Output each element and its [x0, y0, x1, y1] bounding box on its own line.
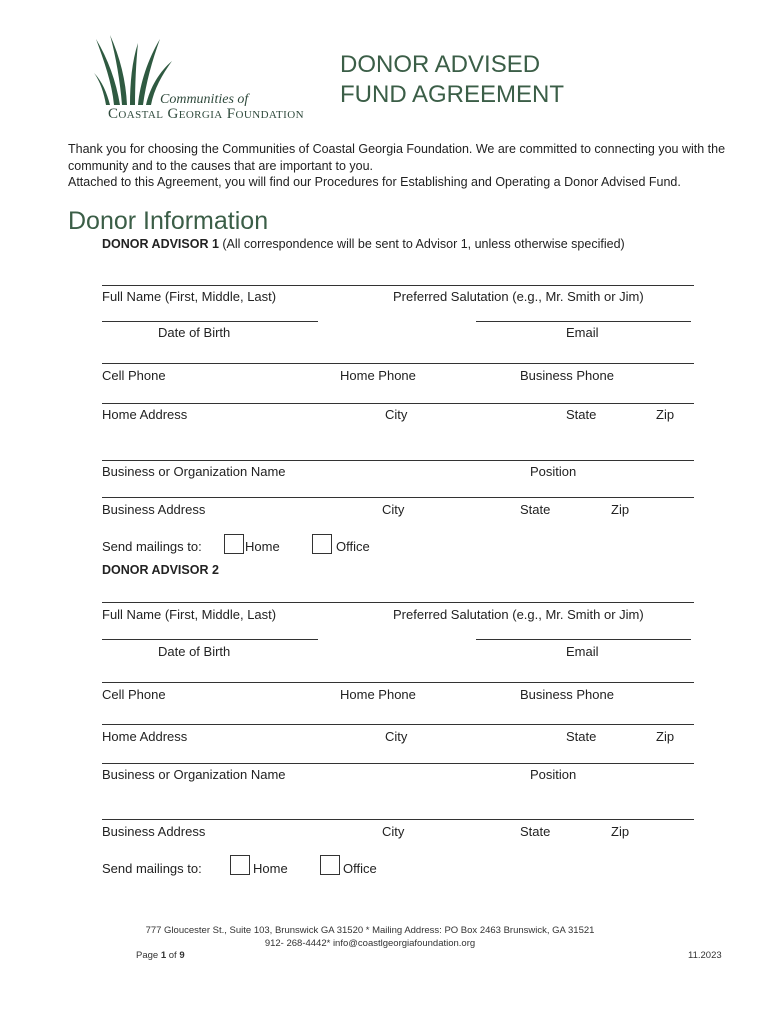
- cell-phone-label-2: Cell Phone: [102, 687, 166, 702]
- document-title: [340, 50, 564, 110]
- org-line-1[interactable]: [102, 460, 694, 461]
- footer-address: 777 Gloucester St., Suite 103, Brunswick GA 31520 * Mailing Address: PO Box 2463 Brunswick, GA 31521: [145, 925, 595, 936]
- title-line-1: DONOR ADVISED: [340, 51, 541, 78]
- advisor-1-title: DONOR ADVISOR 1: [102, 237, 219, 251]
- dob-label-2: Date of Birth: [158, 644, 231, 659]
- dob-line-1[interactable]: [102, 321, 318, 322]
- full-name-line-2[interactable]: [102, 602, 694, 603]
- salutation-label-1: Preferred Salutation (e.g., Mr. Smith or Jim): [393, 289, 644, 304]
- position-label-1: Position: [530, 464, 577, 479]
- dob-label-1: Date of Birth: [158, 325, 231, 340]
- dob-line-2[interactable]: [102, 639, 318, 640]
- footer-contact: 912- 268-4442* info@coastlgeorgiafoundation.org: [264, 938, 476, 949]
- org-label-1: Business or Organization Name: [102, 464, 286, 479]
- email-label-1: Email: [566, 325, 599, 340]
- business-state-label-1: State: [520, 502, 551, 517]
- intro-paragraph-2: Attached to this Agreement, you will find our Procedures for Establishing and Operating a Donor Advised Fund.: [68, 175, 681, 189]
- intro-paragraph-1: Thank you for choosing the Communities of Coastal Georgia Foundation. We are committed to connecting you with the community and to the causes that are important to you.: [68, 142, 726, 173]
- position-label-2: Position: [530, 767, 577, 782]
- logo-text-communities: Communities of: [160, 92, 249, 107]
- page-prefix: Page: [136, 950, 161, 961]
- page-of: of: [166, 950, 180, 961]
- home-phone-label-1: Home Phone: [340, 368, 416, 383]
- salutation-label-2: Preferred Salutation (e.g., Mr. Smith or Jim): [393, 607, 644, 622]
- full-name-label-1: Full Name (First, Middle, Last): [102, 289, 277, 304]
- page-number: [136, 950, 185, 961]
- full-name-label-2: Full Name (First, Middle, Last): [102, 607, 277, 622]
- office-option-label-2: Office: [343, 861, 377, 876]
- business-zip-label-2: Zip: [611, 824, 630, 839]
- advisor-2-heading: [102, 563, 219, 577]
- zip-label-2: Zip: [656, 729, 675, 744]
- section-title-donor-information: Donor Information: [68, 207, 269, 235]
- home-checkbox-2[interactable]: [230, 855, 250, 875]
- page-total: 9: [179, 950, 185, 961]
- phone-line-2[interactable]: [102, 682, 694, 683]
- city-label-1: City: [385, 407, 408, 422]
- intro-text: [68, 141, 728, 191]
- state-label-1: State: [566, 407, 597, 422]
- business-phone-label-2: Business Phone: [520, 687, 614, 702]
- org-line-2[interactable]: [102, 763, 694, 764]
- home-address-line-2[interactable]: [102, 724, 694, 725]
- home-address-line-1[interactable]: [102, 403, 694, 404]
- advisor-1-heading: [102, 237, 625, 251]
- business-city-label-1: City: [382, 502, 405, 517]
- org-label-2: Business or Organization Name: [102, 767, 286, 782]
- home-phone-label-2: Home Phone: [340, 687, 416, 702]
- office-checkbox-1[interactable]: [312, 534, 332, 554]
- office-checkbox-2[interactable]: [320, 855, 340, 875]
- business-phone-label-1: Business Phone: [520, 368, 614, 383]
- advisor-1-note: (All correspondence will be sent to Advisor 1, unless otherwise specified): [218, 237, 625, 251]
- state-label-2: State: [566, 729, 597, 744]
- city-label-2: City: [385, 729, 408, 744]
- office-option-label-1: Office: [336, 539, 370, 554]
- send-mailings-label-2: Send mailings to:: [102, 861, 202, 876]
- home-option-label-1: Home: [245, 539, 280, 554]
- full-name-line-1[interactable]: [102, 285, 694, 286]
- zip-label-1: Zip: [656, 407, 675, 422]
- home-option-label-2: Home: [253, 861, 288, 876]
- logo-text-foundation: Coastal Georgia Foundation: [108, 106, 304, 122]
- send-mailings-label-1: Send mailings to:: [102, 539, 202, 554]
- home-address-label-1: Home Address: [102, 407, 188, 422]
- home-checkbox-1[interactable]: [224, 534, 244, 554]
- business-state-label-2: State: [520, 824, 551, 839]
- email-line-1[interactable]: [476, 321, 691, 322]
- version-date: 11.2023: [688, 950, 722, 961]
- cell-phone-label-1: Cell Phone: [102, 368, 166, 383]
- email-line-2[interactable]: [476, 639, 691, 640]
- business-city-label-2: City: [382, 824, 405, 839]
- business-zip-label-1: Zip: [611, 502, 630, 517]
- business-address-label-2: Business Address: [102, 824, 206, 839]
- page-current: 1: [160, 950, 167, 961]
- business-address-line-2[interactable]: [102, 819, 694, 820]
- title-line-2: FUND AGREEMENT: [340, 81, 565, 108]
- advisor-2-title: DONOR ADVISOR 2: [102, 563, 219, 577]
- phone-line-1[interactable]: [102, 363, 694, 364]
- email-label-2: Email: [566, 644, 599, 659]
- home-address-label-2: Home Address: [102, 729, 188, 744]
- business-address-label-1: Business Address: [102, 502, 206, 517]
- business-address-line-1[interactable]: [102, 497, 694, 498]
